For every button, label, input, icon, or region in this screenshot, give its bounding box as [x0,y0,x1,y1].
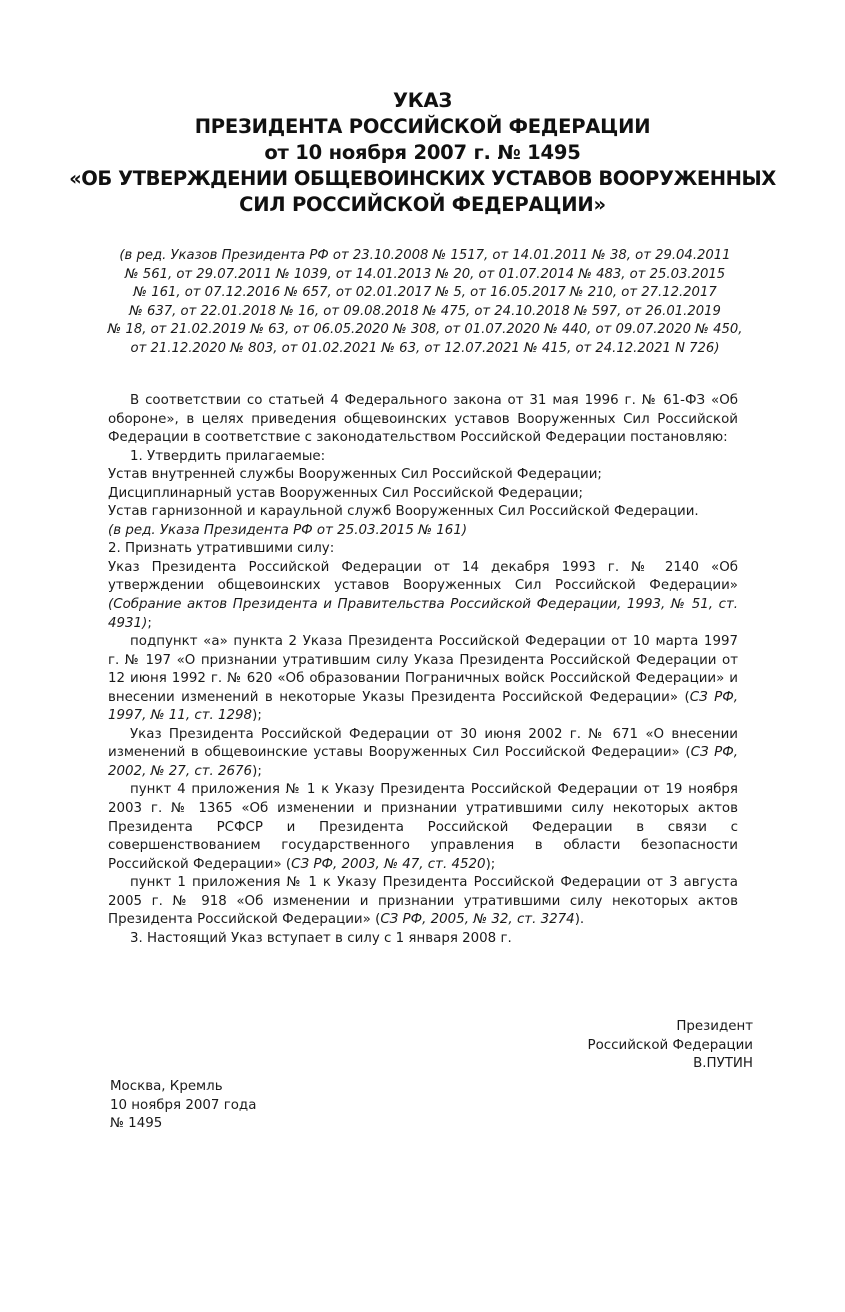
amendment-line: № 18, от 21.02.2019 № 63, от 06.05.2020 № 308, от 01.07.2020 № 440, от 09.07.2020 № 450, [107,322,743,338]
paragraph-item2-c [108,726,738,782]
paragraph-item2-d [108,781,738,874]
paragraph-item1-b: Дисциплинарный устав Вооруженных Сил Российской Федерации; [108,485,583,501]
item2-c-tail: ); [252,763,262,779]
paragraph-item2-e [108,874,738,930]
decree-number-line: № 1495 [110,1116,163,1132]
paragraph-item1-heading: 1. Утвердить прилагаемые: [130,448,326,464]
title-line-2: ПРЕЗИДЕНТА РОССИЙСКОЙ ФЕДЕРАЦИИ [194,115,651,138]
paragraph-item2-a [108,559,738,633]
document-body [108,392,738,948]
paragraph-item1-a: Устав внутренней службы Вооруженных Сил Российской Федерации; [108,467,602,483]
amendment-line: № 161, от 07.12.2016 № 657, от 02.01.2017 № 5, от 16.05.2017 № 210, от 27.12.2017 [133,285,717,301]
item2-a-text: Указ Президента Российской Федерации от 14 декабря 1993 г. № 2140 «Об утверждении общевоинских уставов Вооруженных Сил Российской Федерации» [108,559,738,594]
item2-b-tail: ); [252,708,262,724]
item2-a-tail: ; [147,615,152,631]
item2-b-source: СЗ РФ, 1997, № 11, ст. 1298 [108,689,738,724]
signature-role-line1: Президент [676,1019,753,1034]
paragraph-item1-note: (в ред. Указа Президента РФ от 25.03.2015 № 161) [108,522,468,538]
item2-d-text: пункт 4 приложения № 1 к Указу Президента Российской Федерации от 19 ноября 2003 г. № 1365 «Об изменении и признании утратившими силу некоторых актов Президента РСФСР и Президента Российской Федерации в связи с совершенствованием государственного управления в области безопасности Российской Федерации» ( [108,782,738,872]
item2-e-source: СЗ РФ, 2005, № 32, ст. 3274 [380,912,575,928]
item2-d-source: СЗ РФ, 2003, № 47, ст. 4520 [291,856,486,872]
item2-d-tail: ); [485,856,496,872]
signature-name: В.ПУТИН [693,1056,753,1072]
signature-block [588,1018,754,1074]
place-line: Москва, Кремль [110,1079,223,1094]
signature-role-line2: Российской Федерации [587,1037,753,1053]
amendment-line: от 21.12.2020 № 803, от 01.02.2021 № 63, от 12.07.2021 № 415, от 24.12.2021 N 726) [130,340,720,356]
date-line: 10 ноября 2007 года [110,1097,257,1113]
amendment-line: № 561, от 29.07.2011 № 1039, от 14.01.2013 № 20, от 01.07.2014 № 483, от 25.03.2015 [124,266,726,282]
paragraph-item2-b [108,633,738,726]
title-line-1: УКАЗ [392,89,453,112]
item2-e-text: пункт 1 приложения № 1 к Указу Президента Российской Федерации от 3 августа 2005 г. № 918 «Об изменении и признании утратившими силу некоторых актов Президента Российской Федерации» ( [108,875,738,928]
title-line-5: СИЛ РОССИЙСКОЙ ФЕДЕРАЦИИ» [239,193,606,216]
item2-b-text: подпункт «а» пункта 2 Указа Президента Российской Федерации от 10 марта 1997 г. № 197 «О признании утратившим силу Указа Президента Российской Федерации от 12 июня 1992 г. № 620 «Об образовании Пограничных войск Российской Федерации» и внесении изменений в некоторые Указы Президента Российской Федерации» ( [108,634,738,705]
item2-a-source: (Собрание актов Президента и Правительства Российской Федерации, 1993, № 51, ст. 4931) [108,597,738,631]
paragraph-item1-c: Устав гарнизонной и караульной служб Вооруженных Сил Российской Федерации. [108,504,699,520]
document-title-block [62,88,783,218]
amendment-line: (в ред. Указов Президента РФ от 23.10.2008 № 1517, от 14.01.2011 № 38, от 29.04.2011 [119,248,731,263]
paragraph-preamble: В соответствии со статьей 4 Федерального закона от 31 мая 1996 г. № 61-ФЗ «Об обороне», в целях приведения общевоинских уставов Вооруженных Сил Российской Федерации в соответствие с законодательством Российской Федерации постановляю: [108,393,738,446]
title-line-3: от 10 ноября 2007 г. № 1495 [264,141,581,164]
place-date-block [110,1078,256,1134]
paragraph-item2-heading: 2. Признать утратившими силу: [108,541,335,557]
paragraph-item3: 3. Настоящий Указ вступает в силу с 1 января 2008 г. [130,930,512,946]
amendments-block [80,247,770,359]
title-line-4: «ОБ УТВЕРЖДЕНИИ ОБЩЕВОИНСКИХ УСТАВОВ ВООРУЖЕННЫХ [69,167,776,190]
item2-c-source: СЗ РФ, 2002, № 27, ст. 2676 [108,745,738,779]
item2-e-tail: ). [574,912,585,928]
item2-c-text: Указ Президента Российской Федерации от 30 июня 2002 г. № 671 «О внесении изменений в общевоинские уставы Вооруженных Сил Российской Федерации» ( [108,726,738,761]
amendment-line: № 637, от 22.01.2018 № 16, от 09.08.2018 № 475, от 24.10.2018 № 597, от 26.01.2019 [129,303,721,319]
